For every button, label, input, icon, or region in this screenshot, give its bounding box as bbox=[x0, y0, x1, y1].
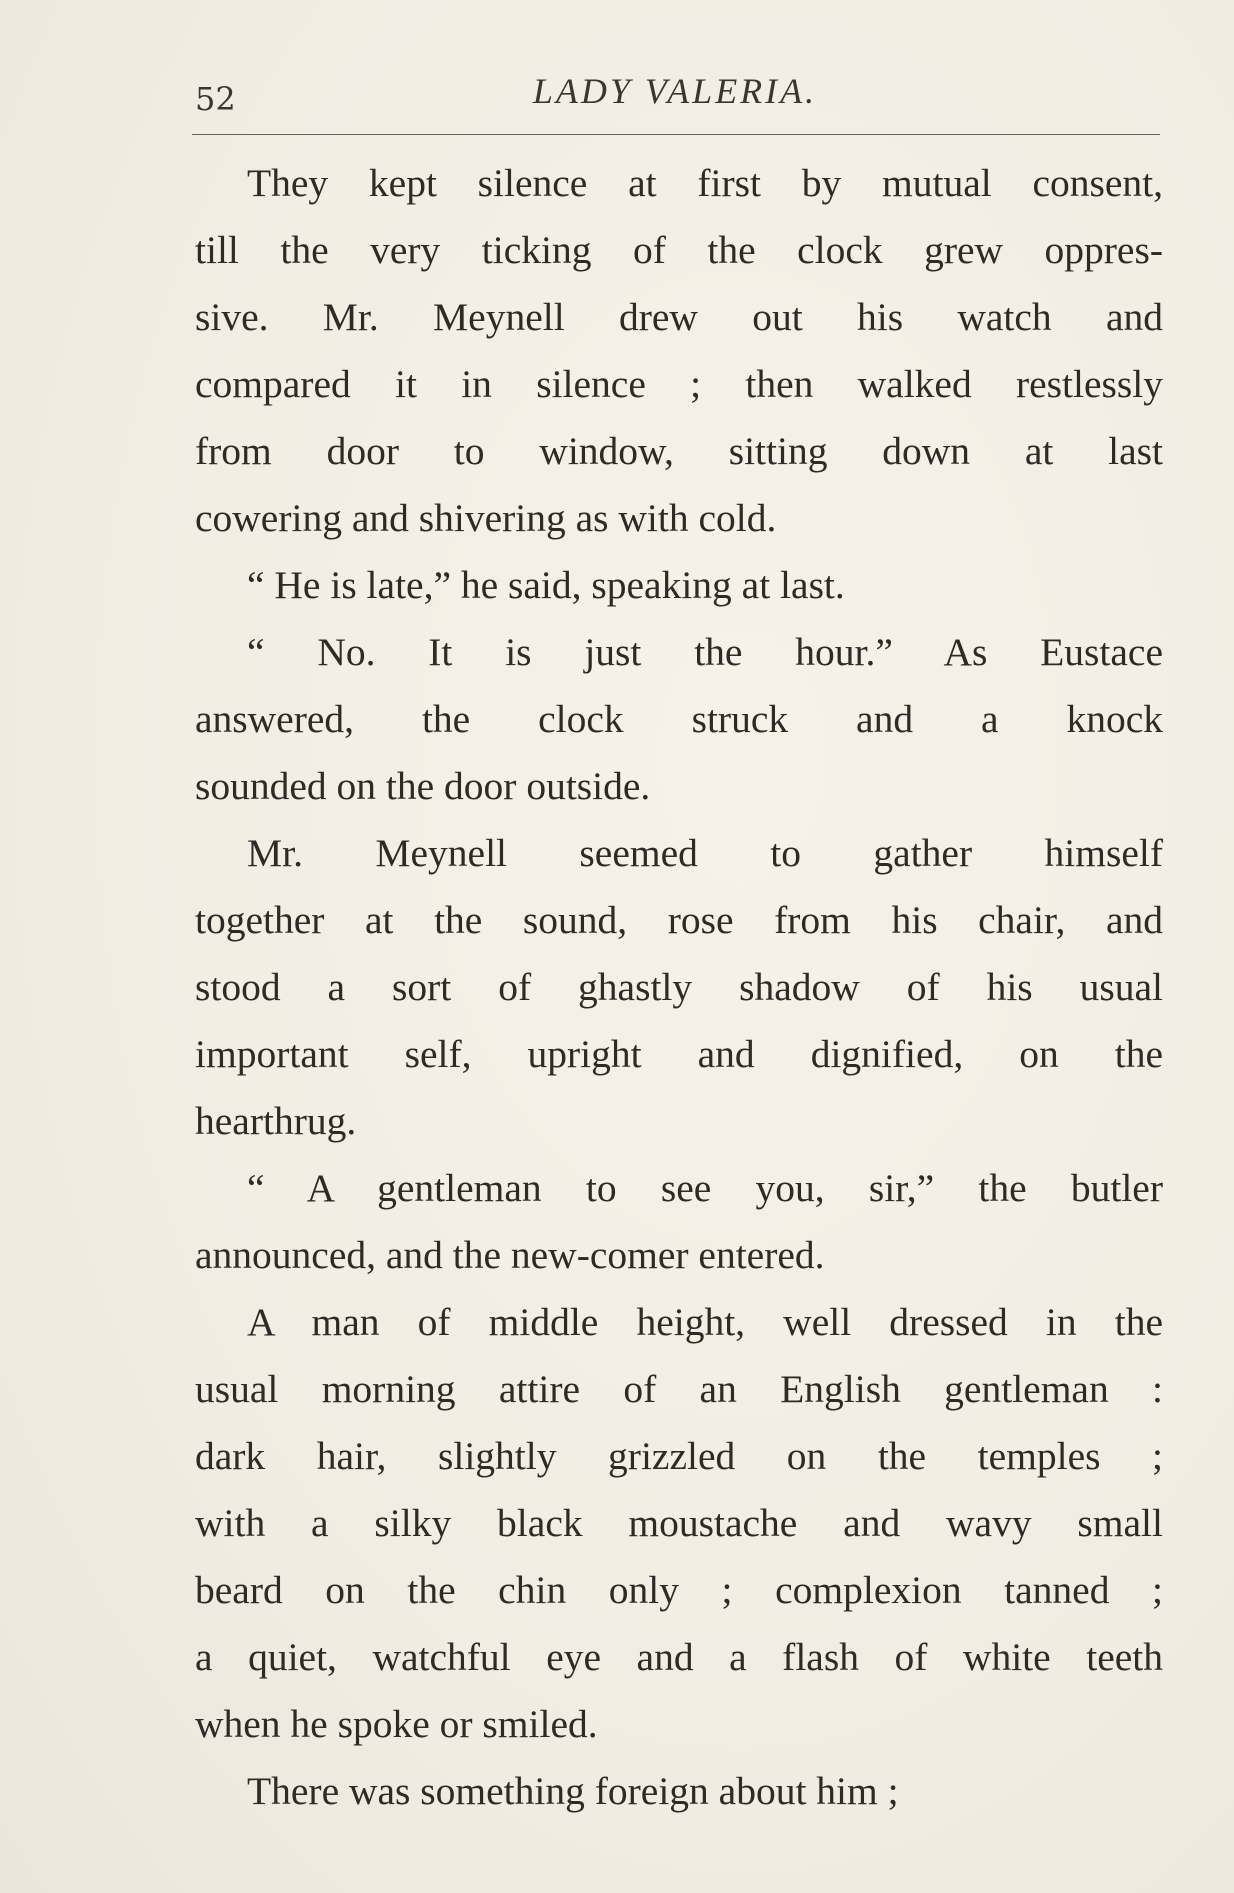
text-line: sive. Mr. Meynell drew out his watch and bbox=[195, 295, 1163, 339]
text-line: announced, and the new-comer entered. bbox=[195, 1233, 825, 1277]
text-line: answered, the clock struck and a knock bbox=[195, 697, 1163, 741]
text-line: “ No. It is just the hour.” As Eustace bbox=[247, 630, 1163, 674]
body-text bbox=[195, 150, 1163, 1825]
paragraph bbox=[195, 619, 1163, 820]
text-line: sounded on the door outside. bbox=[195, 764, 651, 808]
page-header bbox=[195, 62, 1155, 122]
text-line: hearthrug. bbox=[195, 1099, 357, 1143]
page-number: 52 bbox=[195, 80, 236, 118]
text-line: beard on the chin only ; complexion tanned ; bbox=[195, 1568, 1163, 1612]
paragraph bbox=[195, 820, 1163, 1155]
paragraph bbox=[195, 552, 1163, 619]
text-line: stood a sort of ghastly shadow of his usual bbox=[195, 965, 1163, 1009]
text-line: “ A gentleman to see you, sir,” the butler bbox=[247, 1166, 1163, 1210]
text-line: from door to window, sitting down at last bbox=[195, 429, 1163, 473]
text-line: Mr. Meynell seemed to gather himself bbox=[247, 831, 1163, 875]
text-line: till the very ticking of the clock grew oppres- bbox=[195, 228, 1163, 272]
text-line: They kept silence at first by mutual consent, bbox=[247, 161, 1163, 205]
text-line: a quiet, watchful eye and a flash of white teeth bbox=[195, 1635, 1163, 1679]
text-line: A man of middle height, well dressed in the bbox=[247, 1300, 1163, 1344]
text-line: together at the sound, rose from his chair, and bbox=[195, 898, 1163, 942]
paragraph bbox=[195, 1155, 1163, 1289]
text-line: cowering and shivering as with cold. bbox=[195, 496, 777, 540]
paragraph bbox=[195, 1758, 1163, 1825]
text-line: compared it in silence ; then walked restlessly bbox=[195, 362, 1163, 406]
text-line: dark hair, slightly grizzled on the temples ; bbox=[195, 1434, 1163, 1478]
text-line: There was something foreign about him ; bbox=[247, 1769, 899, 1813]
text-line: usual morning attire of an English gentleman : bbox=[195, 1367, 1163, 1411]
paragraph bbox=[195, 150, 1163, 552]
text-line: when he spoke or smiled. bbox=[195, 1702, 598, 1746]
paragraph bbox=[195, 1289, 1163, 1758]
text-line: “ He is late,” he said, speaking at last. bbox=[247, 563, 845, 607]
text-line: with a silky black moustache and wavy small bbox=[195, 1501, 1163, 1545]
running-title: LADY VALERIA. bbox=[532, 71, 818, 111]
text-line: important self, upright and dignified, on the bbox=[195, 1032, 1163, 1076]
header-rule bbox=[192, 134, 1160, 135]
